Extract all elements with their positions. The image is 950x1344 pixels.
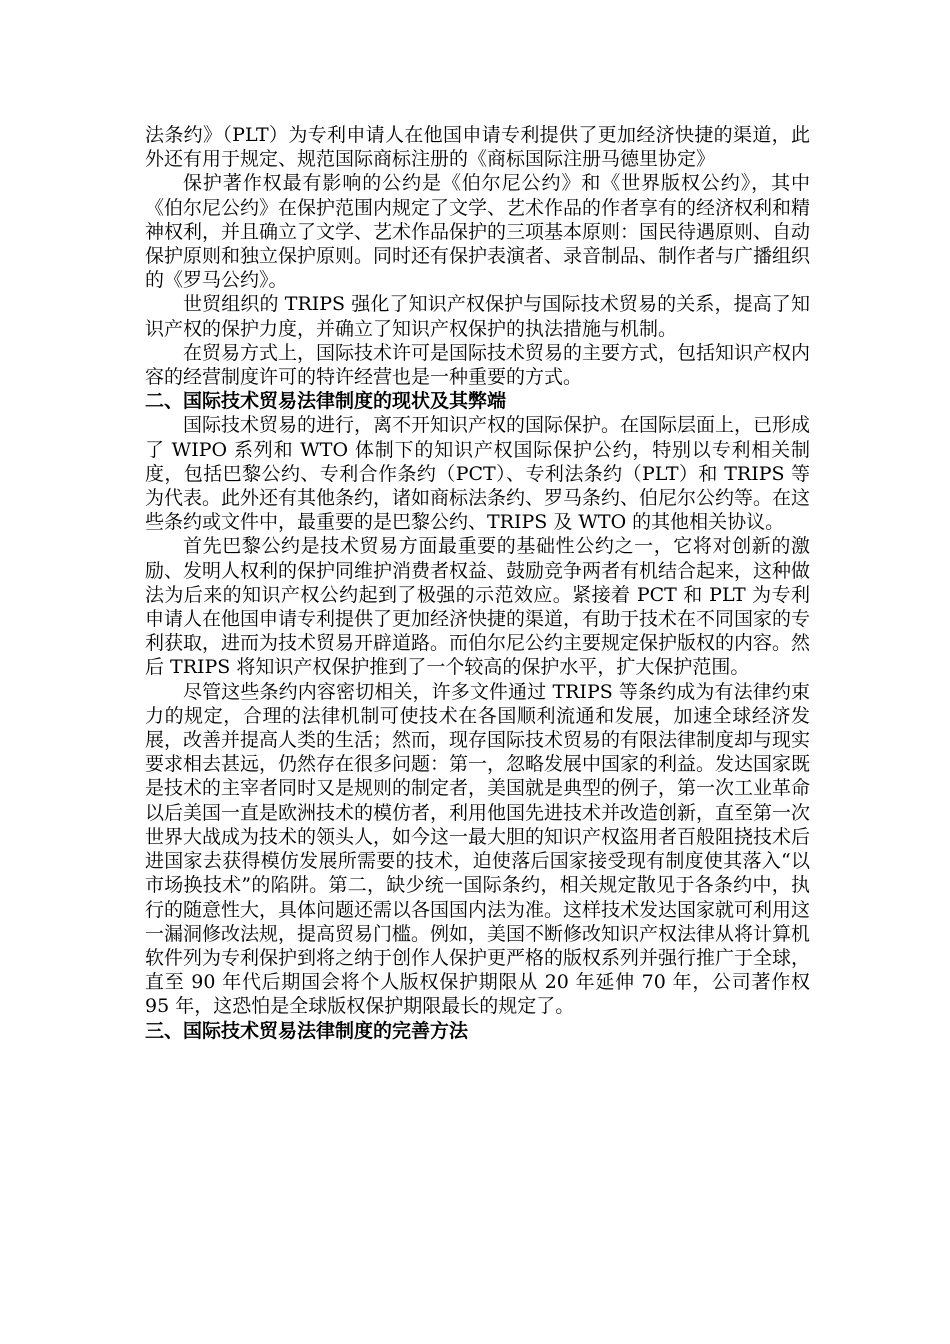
paragraph-trade-methods: 在贸易方式上，国际技术许可是国际技术贸易的主要方式，包括知识产权内容的经营制度许可的特许经营也是一种重要的方式。 [145, 341, 811, 389]
paragraph-plt-continuation: 法条约》（PLT）为专利申请人在他国申请专利提供了更加经济快捷的渠道，此外还有用于规定、规范国际商标注册的《商标国际注册马德里协定》 [145, 124, 810, 171]
paragraph-copyright-conventions: 保护著作权最有影响的公约是《伯尔尼公约》和《世界版权公约》，其中《伯尔尼公约》在保护范围内规定了文学、艺术作品的作者享有的经济权利和精神权利，并且确立了文学、艺术作品保护的三项基本原则：国民待遇原则、自动保护原则和独立保护原则。同时还有保护表演者、录音制品、制作者与广播组织的《罗马公约》。 [145, 172, 811, 292]
section-heading-3: 三、国际技术贸易法律制度的完善方法 [145, 1019, 469, 1042]
paragraph-international-protection: 国际技术贸易的进行，离不开知识产权的国际保护。在国际层面上，已形成了 WIPO 系列和 WTO 体制下的知识产权国际保护公约，特别以专利相关制度，包括巴黎公约、专利合作条约（PCT）、专利法条约（PLT）和 TRIPS 等为代表。此外还有其他条约，诸如商标法条约、罗马条约、伯尼尔公约等。在这些条约或文件中，最重要的是巴黎公约、TRIPS 及 WTO 的其他相关协议。 [145, 414, 811, 534]
section-heading-2: 二、国际技术贸易法律制度的现状及其弊端 [145, 390, 507, 413]
paragraph-problems: 尽管这些条约内容密切相关，许多文件通过 TRIPS 等条约成为有法律约束力的规定，合理的法律机制可使技术在各国顺利流通和发展，加速全球经济发展，改善并提高人类的生活；然而，现存国际技术贸易的有限法律制度却与现实要求相去甚远，仍然存在很多问题：第一，忽略发展中国家的利益。发达国家既是技术的主宰者同时又是规则的制定者，美国就是典型的例子，第一次工业革命以后美国一直是欧洲技术的模仿者，利用他国先进技术并改造创新，直至第一次世界大战成为技术的领头人，如今这一最大胆的知识产权盗用者百般阻挠技术后进国家去获得模仿发展所需要的技术，迫使落后国家接受现有制度使其落入“以市场换技术”的陷阱。第二，缺少统一国际条约，相关规定散见于各条约中，执行的随意性大，具体问题还需以各国国内法为准。这样技术发达国家就可利用这一漏洞修改法规，提高贸易门槛。例如，美国不断修改知识产权法律从将计算机软件列为专利保护到将之纳于创作人保护更严格的版权系列并强行推广于全球，直至 90 年代后期国会将个人版权保护期限从 20 年延伸 70 年，公司著作权 95 年，这恐怕是全球版权保护期限最长的规定了。 [145, 680, 811, 1018]
paragraph-trips: 世贸组织的 TRIPS 强化了知识产权保护与国际技术贸易的关系，提高了知识产权的保护力度，并确立了知识产权保护的执法措施与机制。 [145, 293, 810, 340]
paragraph-paris-convention: 首先巴黎公约是技术贸易方面最重要的基础性公约之一，它将对创新的激励、发明人权利的保护同维护消费者权益、鼓励竞争两者有机结合起来，这种做法为后来的知识产权公约起到了极强的示范效应。紧接着 PCT 和 PLT 为专利申请人在他国申请专利提供了更加经济快捷的渠道，有助于技术在不同国家的专利获取，进而为技术贸易开辟道路。而伯尔尼公约主要规定保护版权的内容。然后 TRIPS 将知识产权保护推到了一个较高的保护水平，扩大保护范围。 [145, 535, 811, 679]
document-page [145, 123, 810, 1043]
